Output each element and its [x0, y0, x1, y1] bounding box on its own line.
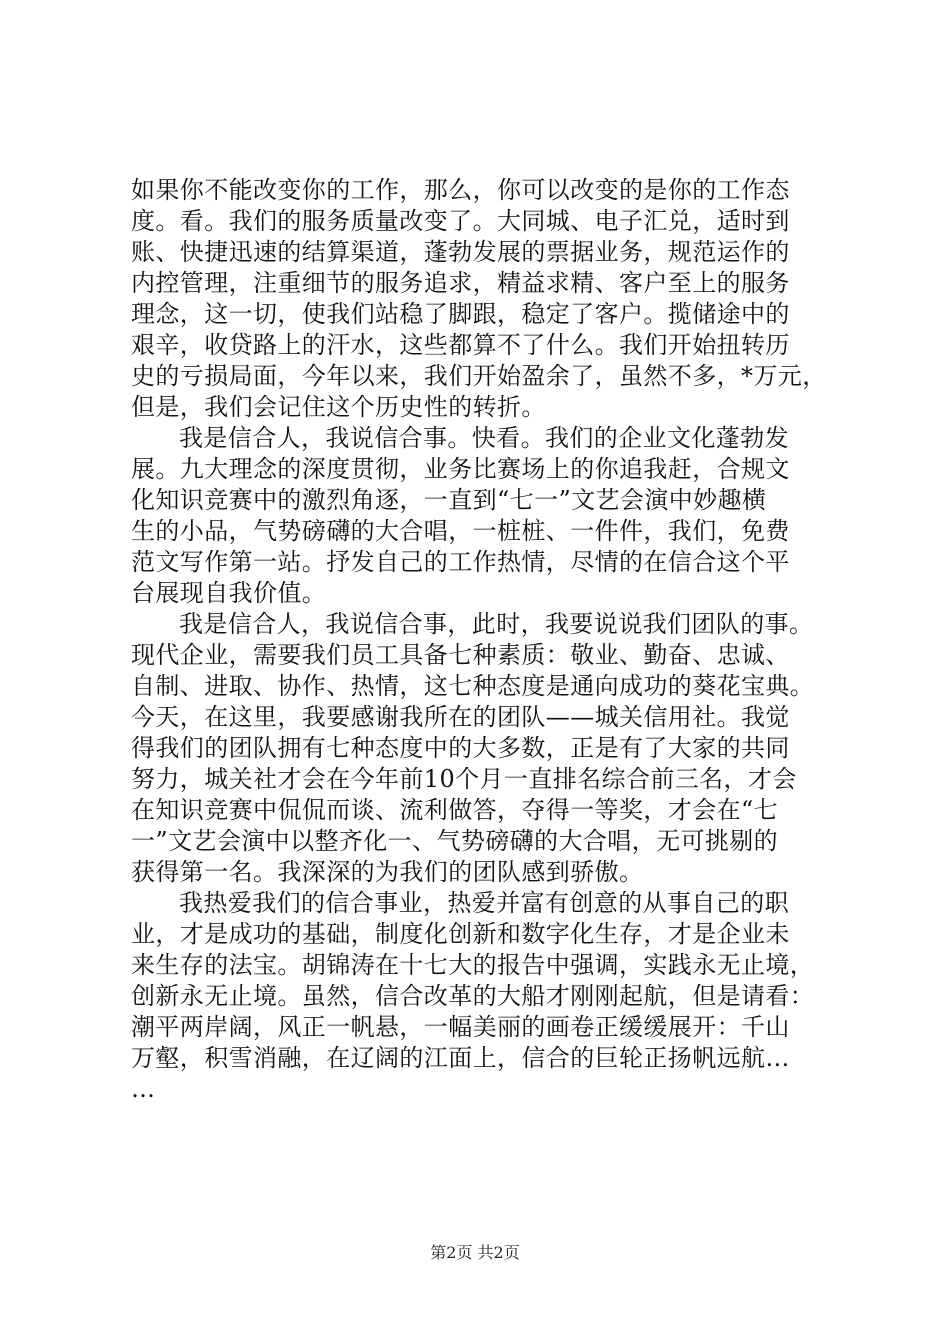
document-body — [131, 175, 857, 1105]
text-line: 万壑，积雪消融，在辽阔的江面上，信合的巨轮正扬帆远航… — [131, 1044, 790, 1072]
text-line: 业，才是成功的基础，制度化创新和数字化生存，才是企业未 — [131, 920, 790, 948]
text-line: 史的亏损局面，今年以来，我们开始盈余了，虽然不多，*万元， — [131, 362, 827, 390]
text-line: 得我们的团队拥有七种态度中的大多数，正是有了大家的共同 — [131, 734, 790, 762]
text-line: 我是信合人，我说信合事。快看。我们的企业文化蓬勃发 — [179, 424, 789, 452]
text-line: 来生存的法宝。胡锦涛在十七大的报告中强调，实践永无止境， — [131, 951, 815, 979]
text-line: 账、快捷迅速的结算渠道，蓬勃发展的票据业务，规范运作的 — [131, 238, 790, 266]
text-line: 一”文艺会演中以整齐化一、气势磅礴的大合唱，无可挑剔的 — [131, 827, 779, 855]
text-line: 创新永无止境。虽然，信合改革的大船才刚刚起航，但是请看： — [131, 982, 815, 1010]
text-line: 我是信合人，我说信合事，此时，我要说说我们团队的事。 — [179, 610, 814, 638]
text-line: 台展现自我价值。 — [131, 579, 327, 607]
text-line: 如果你不能改变你的工作，那么，你可以改变的是你的工作态 — [131, 176, 790, 204]
text-line: 现代企业，需要我们员工具备七种素质：敬业、勤奋、忠诚、 — [131, 641, 790, 669]
text-line: 展。九大理念的深度贯彻，业务比赛场上的你追我赶，合规文 — [131, 455, 790, 483]
text-line: … — [131, 1075, 156, 1103]
text-line: 化知识竞赛中的激烈角逐，一直到“七一”文艺会演中妙趣横 — [131, 486, 767, 514]
text-line: 但是，我们会记住这个历史性的转折。 — [131, 393, 546, 421]
text-line: 努力，城关社才会在今年前10个月一直排名综合前三名，才会 — [131, 765, 797, 793]
text-line: 获得第一名。我深深的为我们的团队感到骄傲。 — [131, 858, 644, 886]
text-line: 自制、进取、协作、热情，这七种态度是通向成功的葵花宝典。 — [131, 672, 815, 700]
text-line: 艰辛，收贷路上的汗水，这些都算不了什么。我们开始扭转历 — [131, 331, 790, 359]
text-line: 范文写作第一站。抒发自己的工作热情，尽情的在信合这个平 — [131, 548, 790, 576]
page-footer: 第2页 共2页 — [430, 1243, 520, 1262]
text-line: 潮平两岸阔，风正一帆悬，一幅美丽的画卷正缓缓展开：千山 — [131, 1013, 790, 1041]
text-line: 我热爱我们的信合事业，热爱并富有创意的从事自己的职 — [179, 889, 789, 917]
text-line: 今天，在这里，我要感谢我所在的团队——城关信用社。我觉 — [131, 703, 790, 731]
text-line: 在知识竞赛中侃侃而谈、流利做答，夺得一等奖，才会在“七 — [131, 796, 779, 824]
text-line: 理念，这一切，使我们站稳了脚跟，稳定了客户。揽储途中的 — [131, 300, 790, 328]
text-line: 度。看。我们的服务质量改变了。大同城、电子汇兑，适时到 — [131, 207, 790, 235]
text-line: 内控管理，注重细节的服务追求，精益求精、客户至上的服务 — [131, 269, 790, 297]
text-line: 生的小品，气势磅礴的大合唱，一桩桩、一件件，我们，免费 — [131, 517, 790, 545]
